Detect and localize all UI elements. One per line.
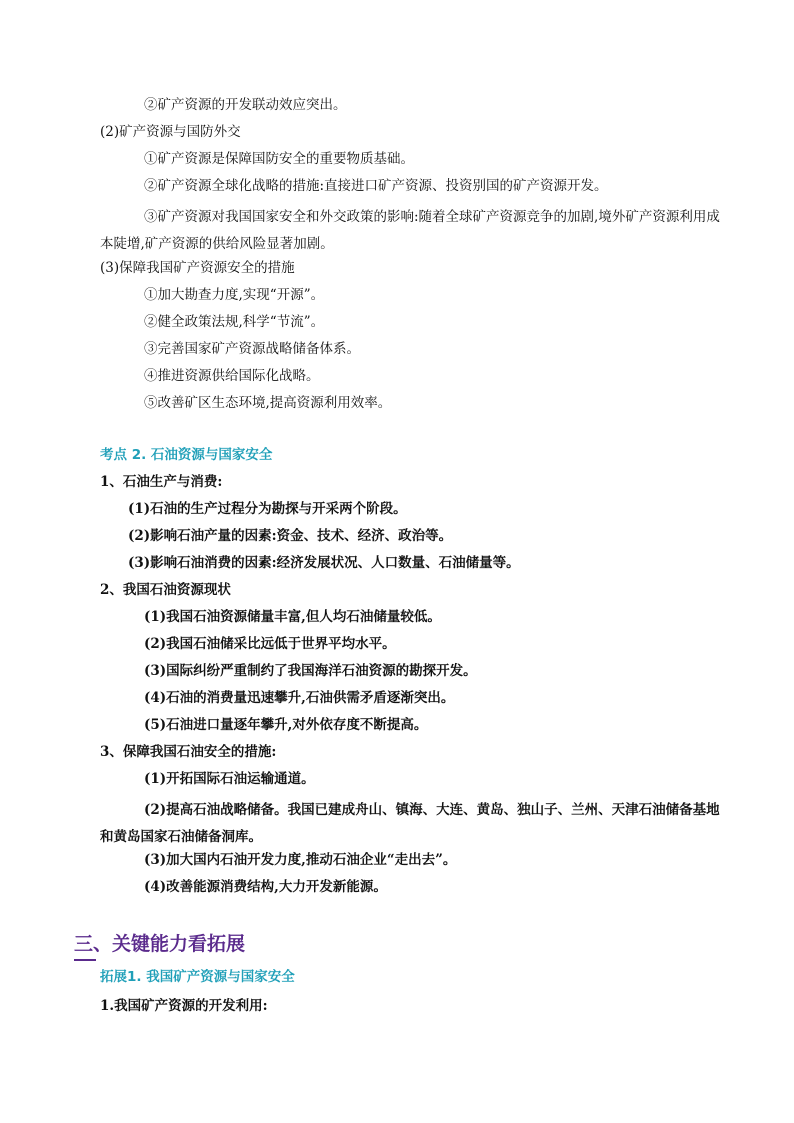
subsection-heading: (3)保障我国矿产资源安全的措施 [100, 260, 295, 276]
paragraph-line: ②矿产资源的开发联动效应突出。 [144, 97, 347, 113]
list-item: ③矿产资源对我国国家安全和外交政策的影响:随着全球矿产资源竞争的加剧,境外矿产资源利用成本陡增,矿产资源的供给风险显著加剧。 [100, 209, 720, 252]
list-item: (3)影响石油消费的因素:经济发展状况、人口数量、石油储量等。 [128, 555, 520, 571]
list-item: (4)改善能源消费结构,大力开发新能源。 [144, 879, 387, 895]
section-title: 三、关键能力看拓展 [74, 933, 246, 955]
list-item: ③完善国家矿产资源战略储备体系。 [144, 341, 360, 357]
list-item: ①加大勘查力度,实现“开源”。 [144, 287, 325, 303]
list-item: (2)提高石油战略储备。我国已建成舟山、镇海、大连、黄岛、独山子、兰州、天津石油储备基地和黄岛国家石油储备洞库。 [100, 802, 720, 845]
list-item: (5)石油进口量逐年攀升,对外依存度不断提高。 [144, 717, 428, 733]
section-title-underline [74, 959, 96, 961]
list-item: ①矿产资源是保障国防安全的重要物质基础。 [144, 151, 414, 167]
list-item: ②健全政策法规,科学“节流”。 [144, 314, 325, 330]
extension-heading: 拓展1. 我国矿产资源与国家安全 [100, 969, 295, 985]
section-heading: 2、我国石油资源现状 [100, 582, 231, 598]
subsection-heading: (2)矿产资源与国防外交 [100, 124, 241, 140]
list-item: ②矿产资源全球化战略的措施:直接进口矿产资源、投资别国的矿产资源开发。 [144, 178, 608, 194]
list-item: (2)我国石油储采比远低于世界平均水平。 [144, 636, 396, 652]
list-item: (1)石油的生产过程分为勘探与开采两个阶段。 [128, 501, 407, 517]
section-heading: 1、石油生产与消费: [100, 474, 223, 490]
list-item: (3)国际纠纷严重制约了我国海洋石油资源的勘探开发。 [144, 663, 477, 679]
list-item: (1)开拓国际石油运输通道。 [144, 771, 315, 787]
section-heading: 1.我国矿产资源的开发利用: [100, 998, 268, 1014]
list-item: ④推进资源供给国际化战略。 [144, 368, 320, 384]
topic-heading: 考点 2. 石油资源与国家安全 [100, 447, 273, 463]
list-item: (4)石油的消费量迅速攀升,石油供需矛盾逐渐突出。 [144, 690, 455, 706]
list-item: ⑤改善矿区生态环境,提高资源利用效率。 [144, 395, 392, 411]
section-heading: 3、保障我国石油安全的措施: [100, 744, 277, 760]
list-item: (1)我国石油资源储量丰富,但人均石油储量较低。 [144, 609, 441, 625]
list-item: (2)影响石油产量的因素:资金、技术、经济、政治等。 [128, 528, 453, 544]
list-item: (3)加大国内石油开发力度,推动石油企业“走出去”。 [144, 852, 457, 868]
